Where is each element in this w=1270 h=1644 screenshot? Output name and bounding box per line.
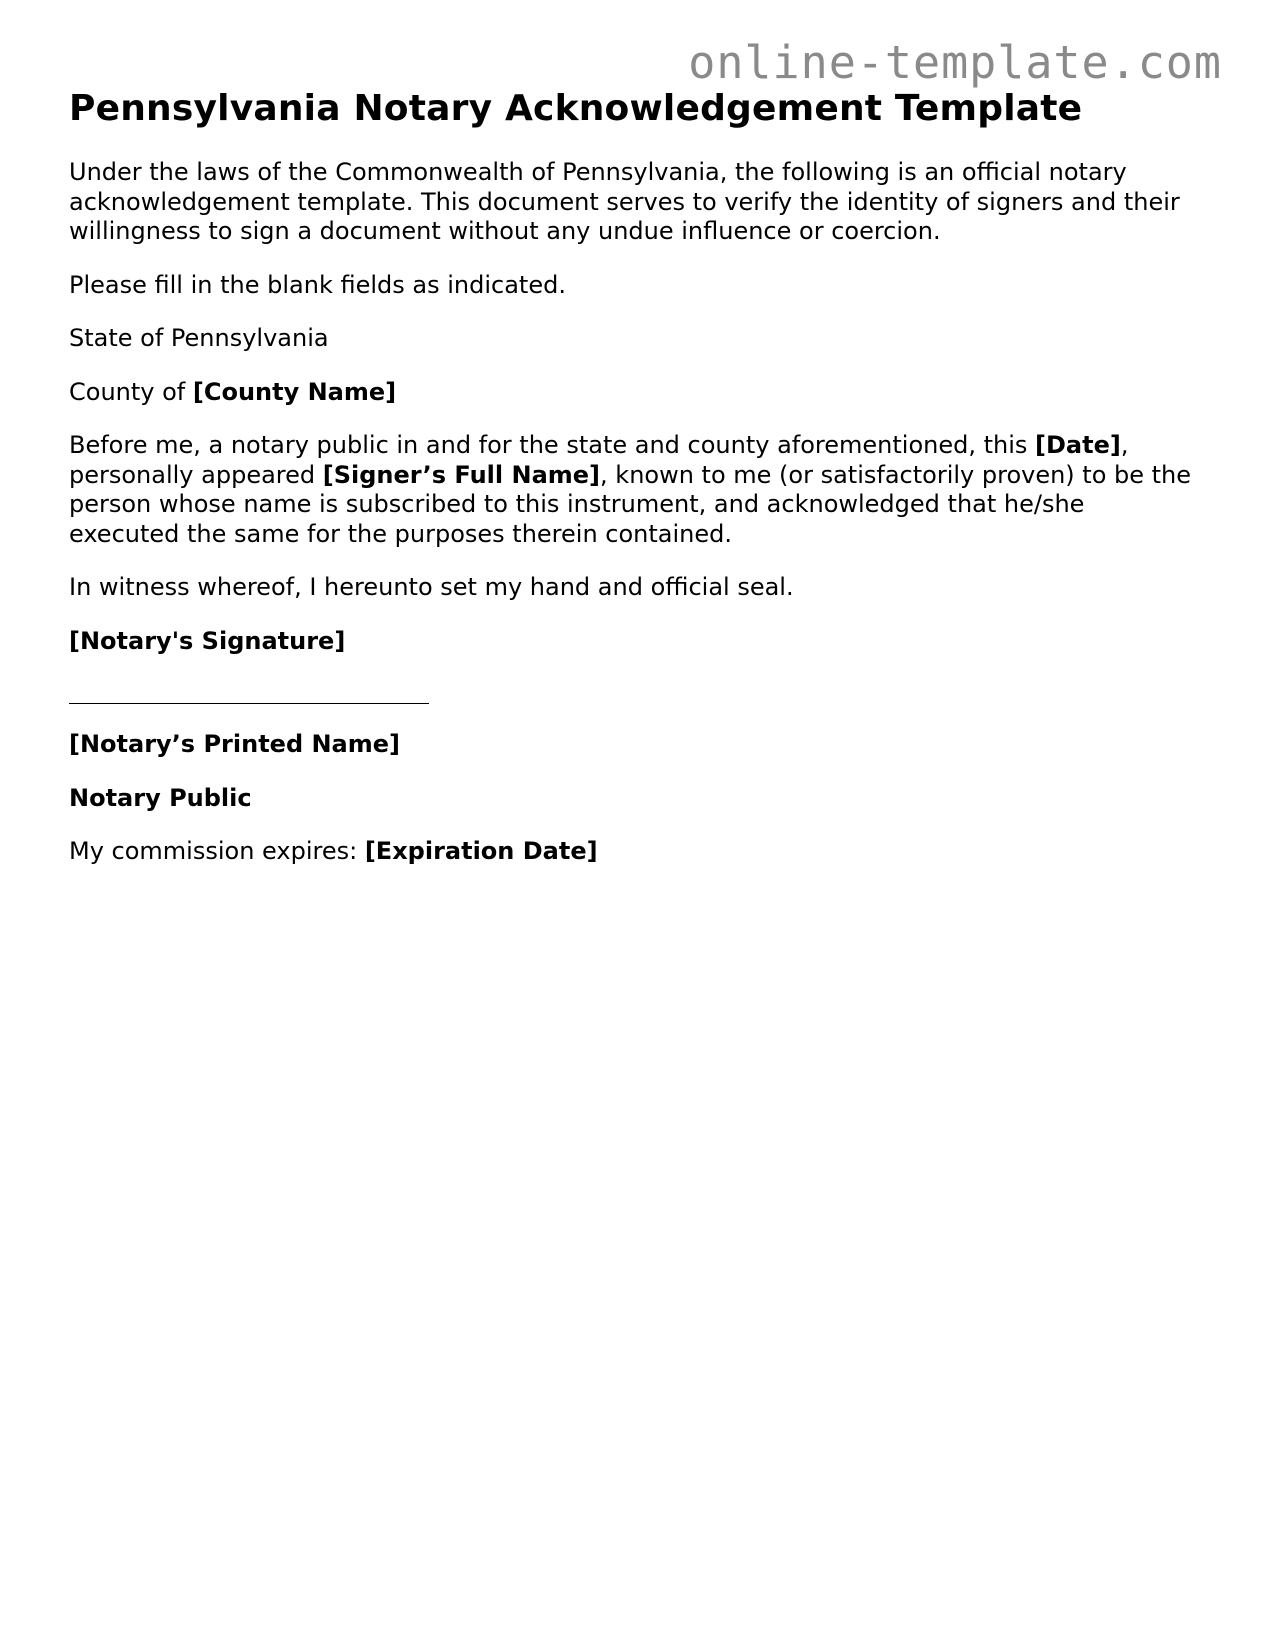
ack-text-1: Before me, a notary public in and for the state and county aforementioned, this	[69, 431, 1036, 459]
notary-signature-label	[69, 627, 1199, 657]
county-line	[69, 378, 1199, 408]
commission-prefix: My commission expires:	[69, 837, 365, 865]
signer-name-field: [Signer’s Full Name]	[322, 460, 601, 489]
notary-title-label	[69, 784, 1199, 814]
county-name-field: [County Name]	[192, 377, 397, 406]
notary-title: Notary Public	[69, 783, 252, 812]
page-title: Pennsylvania Notary Acknowledgement Template	[69, 88, 1083, 129]
notary-printed-name-label	[69, 730, 1199, 760]
instructions-paragraph: Please fill in the blank fields as indicated.	[69, 270, 566, 299]
acknowledgement-paragraph	[69, 431, 1199, 549]
expiration-date-field: [Expiration Date]	[364, 837, 598, 865]
county-prefix: County of	[69, 377, 193, 406]
state-line: State of Pennsylvania	[69, 324, 329, 352]
signature-line	[69, 680, 1199, 710]
ack-text-2: , personally appeared	[69, 431, 1129, 489]
notary-signature-field: [Notary's Signature]	[69, 626, 346, 655]
ack-text-3: , known to me (or satisfactorily proven) to be the person whose name is subscribed to this instrument, and acknowledged that he/she executed the same for the purposes therein contained.	[69, 460, 1192, 548]
notary-printed-name-field: [Notary’s Printed Name]	[69, 730, 401, 758]
witness-paragraph: In witness whereof, I hereunto set my hand and official seal.	[69, 573, 794, 601]
date-field: [Date]	[1035, 431, 1121, 459]
commission-line	[69, 837, 1199, 867]
intro-paragraph: Under the laws of the Commonwealth of Pennsylvania, the following is an official notary acknowledgement template. This document serves to verify the identity of signers and their willingness to sign a document without any undue influence or coercion.	[69, 158, 1180, 245]
watermark: online-template.com	[688, 36, 1222, 89]
document-body	[69, 86, 1199, 891]
signature-rule	[69, 703, 429, 704]
